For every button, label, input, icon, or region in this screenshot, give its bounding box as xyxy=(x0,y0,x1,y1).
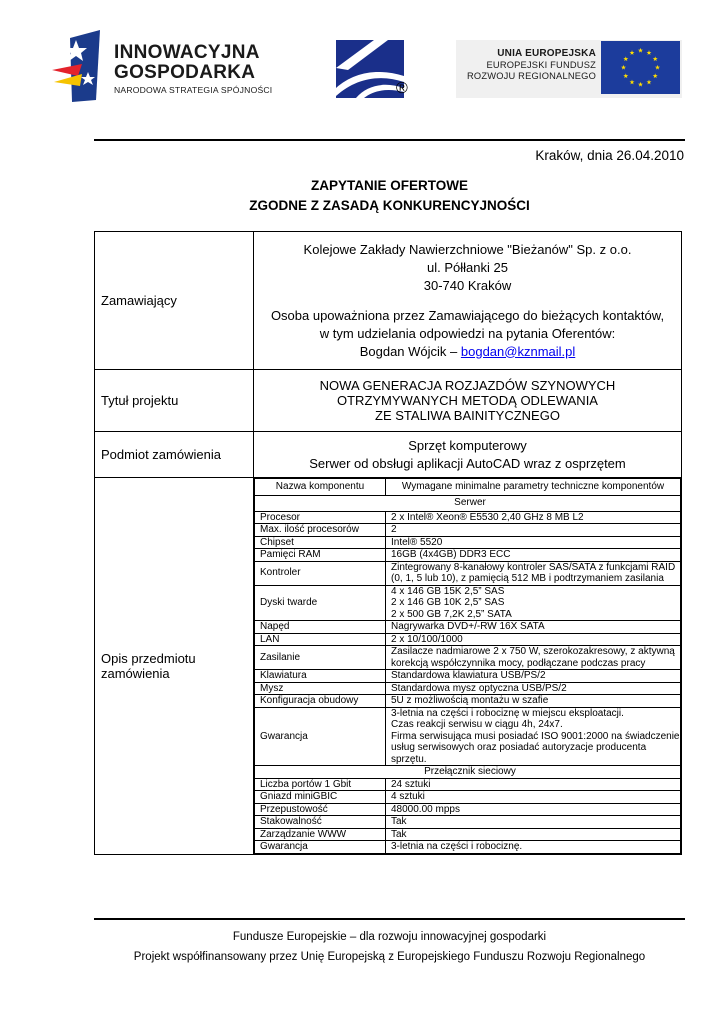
component-params: Tak xyxy=(386,816,681,829)
spec-col-name: Nazwa komponentu xyxy=(255,479,386,496)
spec-row xyxy=(255,803,681,816)
component-name: Stakowalność xyxy=(255,816,386,829)
contact-name: Bogdan Wójcik – xyxy=(359,343,461,359)
component-name: LAN xyxy=(255,633,386,646)
component-params: 5U z możliwością montażu w szafie xyxy=(386,695,681,708)
component-name: Gniazd miniGBIC xyxy=(255,791,386,804)
unia-europejska-logo xyxy=(456,40,682,98)
component-name: Max. ilość procesorów xyxy=(255,524,386,537)
registered-mark: ® xyxy=(396,80,408,97)
component-name: Przepustowość xyxy=(255,803,386,816)
row-zamawiajacy xyxy=(95,232,682,370)
component-name: Dyski twarde xyxy=(255,585,386,621)
spec-table xyxy=(254,478,681,854)
label-tytul: Tytuł projektu xyxy=(95,370,254,432)
component-params: Tak xyxy=(386,828,681,841)
innowacyjna-gospodarka-logo xyxy=(52,30,287,105)
subject-line1: Sprzęt komputerowy xyxy=(408,437,527,453)
component-params: 48000.00 mpps xyxy=(386,803,681,816)
component-name: Procesor xyxy=(255,511,386,524)
component-name: Napęd xyxy=(255,621,386,634)
company-city: 30-740 Kraków xyxy=(423,277,512,293)
ig-logo-line2: GOSPODARKA xyxy=(114,62,256,83)
company-name: Kolejowe Zakłady Nawierzchniowe "Bieżanów" Sp. z o.o. xyxy=(303,241,632,257)
footer-rule xyxy=(94,918,685,920)
project-title-line3: ZE STALIWA BAINITYCZNEGO xyxy=(375,408,560,423)
component-name: Zarządzanie WWW xyxy=(255,828,386,841)
row-podmiot xyxy=(95,432,682,478)
ig-logo-line1: INNOWACYJNA xyxy=(114,42,260,63)
row-opis xyxy=(95,478,682,855)
component-params: Zintegrowany 8-kanałowy kontroler SAS/SATA z funkcjami RAID (0, 1, 5 lub 10), z pamięcią 512 MB i podtrzymaniem zasilania xyxy=(386,561,681,585)
ue-logo-line3: ROZWOJU REGIONALNEGO xyxy=(467,71,596,82)
spec-row xyxy=(255,778,681,791)
component-params: 4 sztuki xyxy=(386,791,681,804)
spec-col-params: Wymagane minimalne parametry techniczne komponentów xyxy=(386,479,681,496)
row-tytul xyxy=(95,370,682,432)
component-name: Gwarancja xyxy=(255,841,386,854)
component-params: 4 x 146 GB 15K 2,5” SAS 2 x 146 GB 10K 2,5” SAS 2 x 500 GB 7,2K 2,5” SATA xyxy=(386,585,681,621)
ue-logo-line2: EUROPEJSKI FUNDUSZ xyxy=(486,60,596,70)
project-title-line2: OTRZYMYWANYCH METODĄ ODLEWANIA xyxy=(337,393,598,408)
component-params: Nagrywarka DVD+/-RW 16X SATA xyxy=(386,621,681,634)
spec-row xyxy=(255,695,681,708)
component-name: Klawiatura xyxy=(255,670,386,683)
document-title-line2: ZGODNE Z ZASADĄ KONKURENCYJNOŚCI xyxy=(249,198,530,213)
spec-row xyxy=(255,511,681,524)
ig-logo-line3: NARODOWA STRATEGIA SPÓJNOŚCI xyxy=(114,85,273,95)
component-params: 3-letnia na części i robociznę. xyxy=(386,841,681,854)
label-opis: Opis przedmiotu zamówienia xyxy=(95,478,254,855)
spec-row xyxy=(255,670,681,683)
label-podmiot: Podmiot zamówienia xyxy=(95,432,254,478)
component-params: 2 xyxy=(386,524,681,537)
component-params: 3-letnia na części i robociznę w miejscu eksploatacji. Czas reakcji serwisu w ciągu 4h, 24x7. Firma serwisująca musi posiadać ISO 9001:2000 na świadczenie usług serwisowych oraz posiadać autoryzacje producenta sprzętu. xyxy=(386,707,681,766)
component-params: Standardowa mysz optyczna USB/PS/2 xyxy=(386,682,681,695)
component-params: Intel® 5520 xyxy=(386,536,681,549)
spec-row xyxy=(255,633,681,646)
spec-row xyxy=(255,828,681,841)
component-name: Konfiguracja obudowy xyxy=(255,695,386,708)
value-zamawiajacy xyxy=(254,232,682,370)
spec-row xyxy=(255,841,681,854)
company-street: ul. Półłanki 25 xyxy=(427,259,508,275)
spec-row xyxy=(255,621,681,634)
spec-row xyxy=(255,682,681,695)
inquiry-table xyxy=(94,231,682,855)
contact-person xyxy=(254,343,681,361)
label-zamawiajacy: Zamawiający xyxy=(95,232,254,370)
component-params: Standardowa klawiatura USB/PS/2 xyxy=(386,670,681,683)
ig-emblem-icon xyxy=(52,30,108,105)
component-params: 16GB (4x4GB) DDR3 ECC xyxy=(386,549,681,562)
spec-row xyxy=(255,585,681,621)
component-name: Zasilanie xyxy=(255,646,386,670)
section-server-label: Serwer xyxy=(255,495,681,511)
document-date: Kraków, dnia 26.04.2010 xyxy=(535,148,684,163)
footer-line1: Fundusze Europejskie – dla rozwoju innowacyjnej gospodarki xyxy=(232,931,547,943)
spec-row xyxy=(255,536,681,549)
component-name: Pamięci RAM xyxy=(255,549,386,562)
component-name: Kontroler xyxy=(255,561,386,585)
component-name: Mysz xyxy=(255,682,386,695)
section-switch-label: Przełącznik sieciowy xyxy=(255,766,681,779)
value-opis xyxy=(254,478,682,855)
component-name: Chipset xyxy=(255,536,386,549)
contact-line1: Osoba upoważniona przez Zamawiającego do bieżących kontaktów, xyxy=(270,307,665,323)
spec-row xyxy=(255,707,681,766)
ue-logo-line1: UNIA EUROPEJSKA xyxy=(497,48,596,59)
component-params: 2 x 10/100/1000 xyxy=(386,633,681,646)
spec-row xyxy=(255,646,681,670)
component-params: 24 sztuki xyxy=(386,778,681,791)
spec-section-server xyxy=(255,495,681,511)
contact-email-link[interactable]: bogdan@kznmail.pl xyxy=(460,343,576,359)
project-title-line1: NOWA GENERACJA ROZJAZDÓW SZYNOWYCH xyxy=(319,378,616,393)
component-name: Gwarancja xyxy=(255,707,386,766)
eu-flag-icon xyxy=(601,41,680,94)
spec-section-switch xyxy=(255,766,681,779)
component-params: Zasilacze nadmiarowe 2 x 750 W, szerokozakresowy, z aktywną korekcją współczynnika mocy, podłączane podczas pracy xyxy=(386,646,681,670)
footer-line2: Projekt współfinansowany przez Unię Europejską z Europejskiego Funduszu Rozwoju Regionalnego xyxy=(133,951,646,963)
subject-line2: Serwer od obsługi aplikacji AutoCAD wraz z osprzętem xyxy=(309,455,626,471)
spec-row xyxy=(255,549,681,562)
value-podmiot xyxy=(254,432,682,478)
component-name: Liczba portów 1 Gbit xyxy=(255,778,386,791)
value-tytul xyxy=(254,370,682,432)
spec-header-row xyxy=(255,479,681,496)
spec-row xyxy=(255,791,681,804)
spec-row xyxy=(255,524,681,537)
spec-row xyxy=(255,561,681,585)
spec-row xyxy=(255,816,681,829)
component-params: 2 x Intel® Xeon® E5530 2,40 GHz 8 MB L2 xyxy=(386,511,681,524)
document-title-line1: ZAPYTANIE OFERTOWE xyxy=(310,178,468,193)
contact-line2: w tym udzielania odpowiedzi na pytania Oferentów: xyxy=(319,325,616,341)
header-rule xyxy=(94,139,685,141)
